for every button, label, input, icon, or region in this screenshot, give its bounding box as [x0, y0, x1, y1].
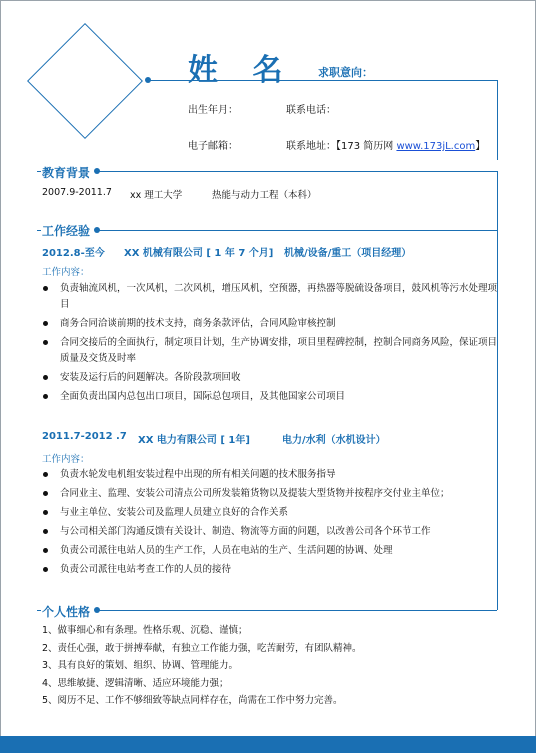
bullet-icon [43, 567, 48, 572]
list-item: 合同交接后的全面执行，制定项目计划，生产协调安排，项目里程碑控制，控制合同商务风险，保证项目质量及交货及时率 [42, 335, 500, 367]
list-item: 负责轴流风机，一次风机，二次风机，增压风机，空预器，再热器等脱硫设备项目，鼓风机等污水处理项目 [42, 281, 500, 313]
education-line [97, 171, 497, 172]
bullet-icon [43, 548, 48, 553]
education-title: 教育背景 [42, 166, 91, 180]
list-item: 商务合同洽谈前期的技术支持，商务条款评估，合同风险审核控制 [42, 316, 500, 332]
job2-company: XX 电力有限公司 [ 1年] [138, 435, 250, 446]
personality-left-tick [37, 610, 41, 611]
list-item: 安装及运行后的问题解决。各阶段款项回收 [42, 370, 500, 386]
bullet-icon [43, 375, 48, 380]
personality-dot [94, 607, 100, 613]
bullet-icon [43, 510, 48, 515]
list-item: 1、做事细心和有条理。性格乐观、沉稳、谨慎； [42, 625, 248, 636]
personality-title: 个人性格 [42, 605, 91, 619]
work-left-tick [37, 230, 41, 231]
job2-period: 2011.7-2012 .7 [42, 431, 127, 442]
bullet-icon [43, 394, 48, 399]
header-vline [497, 80, 498, 160]
bullet-icon [43, 286, 48, 291]
edu-school: xx 理工大学 [130, 190, 183, 201]
email-label: 电子邮箱： [188, 141, 238, 152]
person-name: 姓 名 [188, 53, 295, 88]
list-item: 全面负责出国内总包出口项目，国际总包项目，及其他国家公司项目 [42, 389, 500, 405]
list-item: 4、思维敏捷、逻辑清晰、适应环境能力强； [42, 677, 229, 689]
education-vline [497, 171, 498, 231]
list-item: 负责公司派往电站考查工作的人员的接待 [42, 562, 500, 578]
work-dot [94, 227, 100, 233]
address-end: 】 [475, 141, 486, 152]
footer-bar [0, 736, 536, 753]
personality-list [42, 622, 362, 710]
job2-role: 电力/水利（水机设计） [282, 435, 386, 446]
phone-label: 联系电话： [286, 105, 336, 116]
address-label: 联系地址：【173 简历网 [286, 141, 397, 152]
website-link[interactable]: www.173jL.com [396, 141, 476, 152]
work-line [97, 230, 497, 231]
job2-content-label: 工作内容： [42, 454, 90, 465]
job-intent-label: 求职意向： [318, 66, 373, 79]
list-item: 负责公司派往电站人员的生产工作，人员在电站的生产、生活问题的协调、处理 [42, 543, 500, 559]
list-item: 负责水轮发电机组安装过程中出现的所有相关问题的技术服务指导 [42, 467, 500, 483]
bullet-icon [43, 472, 48, 477]
bullet-icon [43, 529, 48, 534]
work-title: 工作经验 [42, 224, 91, 238]
edu-major: 热能与动力工程（本科） [212, 190, 317, 201]
personality-line [97, 610, 497, 611]
education-left-tick [37, 171, 41, 172]
birth-label: 出生年月： [188, 105, 238, 116]
education-dot [94, 168, 100, 174]
job1-company: XX 机械有限公司 [ 1 年 7 个月] [124, 248, 274, 259]
job2-duties [42, 467, 500, 581]
list-item: 3、具有良好的策划、组织、协调、管理能力。 [42, 660, 239, 671]
list-item: 5、阅历不足、工作不够细致等缺点同样存在，尚需在工作中努力完善。 [42, 695, 343, 706]
bullet-icon [43, 321, 48, 326]
list-item: 合同业主、监理、安装公司清点公司所发装箱货物以及提装大型货物并按程序交付业主单位； [42, 486, 500, 502]
edu-period: 2007.9-2011.7 [42, 187, 112, 198]
address-field [286, 137, 485, 152]
bullet-icon [43, 491, 48, 496]
job1-content-label: 工作内容： [42, 267, 90, 278]
job1-period: 2012.8-至今 [42, 248, 105, 259]
job1-duties [42, 281, 500, 408]
job1-role: 机械/设备/重工（项目经理） [284, 248, 412, 259]
list-item: 与公司相关部门沟通反馈有关设计、制造、物流等方面的问题，以改善公司各个环节工作 [42, 524, 500, 540]
list-item: 与业主单位、安装公司及监理人员建立良好的合作关系 [42, 505, 500, 521]
bullet-icon [43, 340, 48, 345]
header-line-dot [145, 77, 151, 83]
list-item: 2、责任心强，敢于拼搏奉献，有独立工作能力强，吃苦耐劳，有团队精神。 [42, 642, 362, 654]
